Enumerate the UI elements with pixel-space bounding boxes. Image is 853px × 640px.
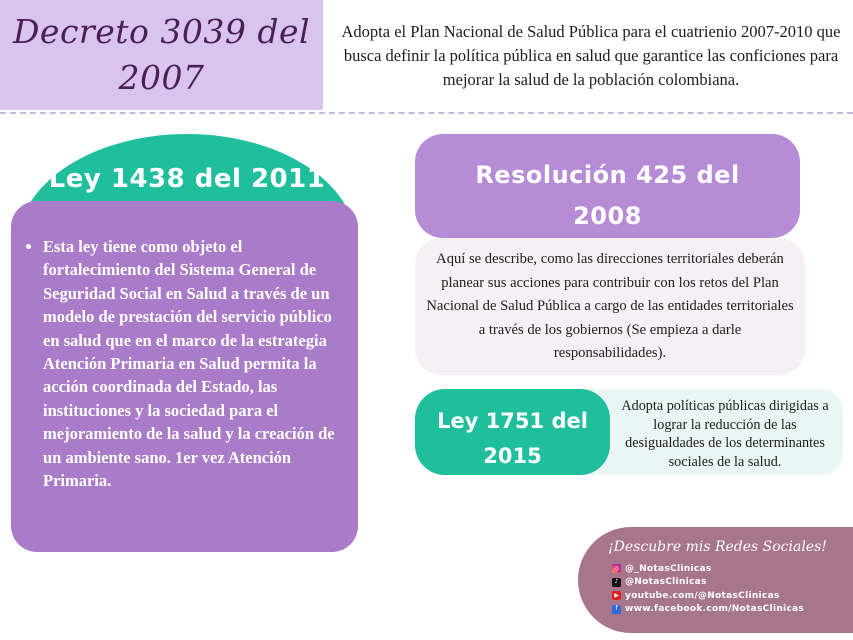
dashed-divider bbox=[0, 112, 853, 114]
ley1438-description: • Esta ley tiene como objeto el fortalecimiento del Sistema General de Seguridad Social en Salud a través de un modelo de prestación del servicio público en salud que en el marco de la estrategia Atención Primaria en Salud permita la acción coordinada del Estado, las instituciones y la sociedad para el mejoramiento de la salud y la creación de un ambiente sano. 1er vez Atención Primaria. bbox=[43, 235, 348, 492]
facebook-icon: f bbox=[612, 605, 621, 614]
social-link-facebook[interactable]: f www.facebook.com/NotasClinicas bbox=[612, 603, 853, 617]
ley1751-title: Ley 1751 del 2015 bbox=[437, 409, 588, 468]
ley1438-card bbox=[11, 201, 358, 552]
resolucion-description: Aquí se describe, como las direcciones territoriales deberán planear sus acciones para contribuir con los retos del Plan Nacional de Salud Pública a cargo de las entidades territoriales a través de los gobiernos (Se empieza a darle responsabilidades). bbox=[415, 238, 805, 375]
ley1438-title: Ley 1438 del 2011 bbox=[48, 164, 326, 194]
intro-text: Adopta el Plan Nacional de Salud Pública para el cuatrienio 2007-2010 que busca definir la política pública en salud que garantice las conficiones para mejorar la salud de la población colombiana. bbox=[341, 22, 841, 89]
title-banner bbox=[0, 0, 323, 110]
resolucion-title: Resolución 425 del 2008 bbox=[475, 161, 740, 230]
social-link-instagram[interactable]: ◎ @_NotasClinicas bbox=[613, 563, 712, 574]
social-link-youtube[interactable]: ▶ youtube.com/@NotasClinicas bbox=[612, 589, 853, 603]
page-title: Decreto 3039 del 2007 bbox=[12, 12, 311, 97]
tiktok-icon: ♪ bbox=[612, 578, 621, 587]
social-link-tiktok[interactable]: ♪ @NotasClinicas bbox=[612, 576, 853, 590]
social-heading: ¡Descubre mis Redes Sociales! bbox=[608, 539, 827, 555]
ley1751-description: Adopta políticas públicas dirigidas a lograr la reducción de las desigualdades de los determinantes sociales de la salud. bbox=[621, 398, 829, 470]
social-media-panel bbox=[578, 527, 853, 633]
youtube-icon: ▶ bbox=[612, 591, 621, 600]
instagram-icon: ◎ bbox=[613, 564, 620, 572]
